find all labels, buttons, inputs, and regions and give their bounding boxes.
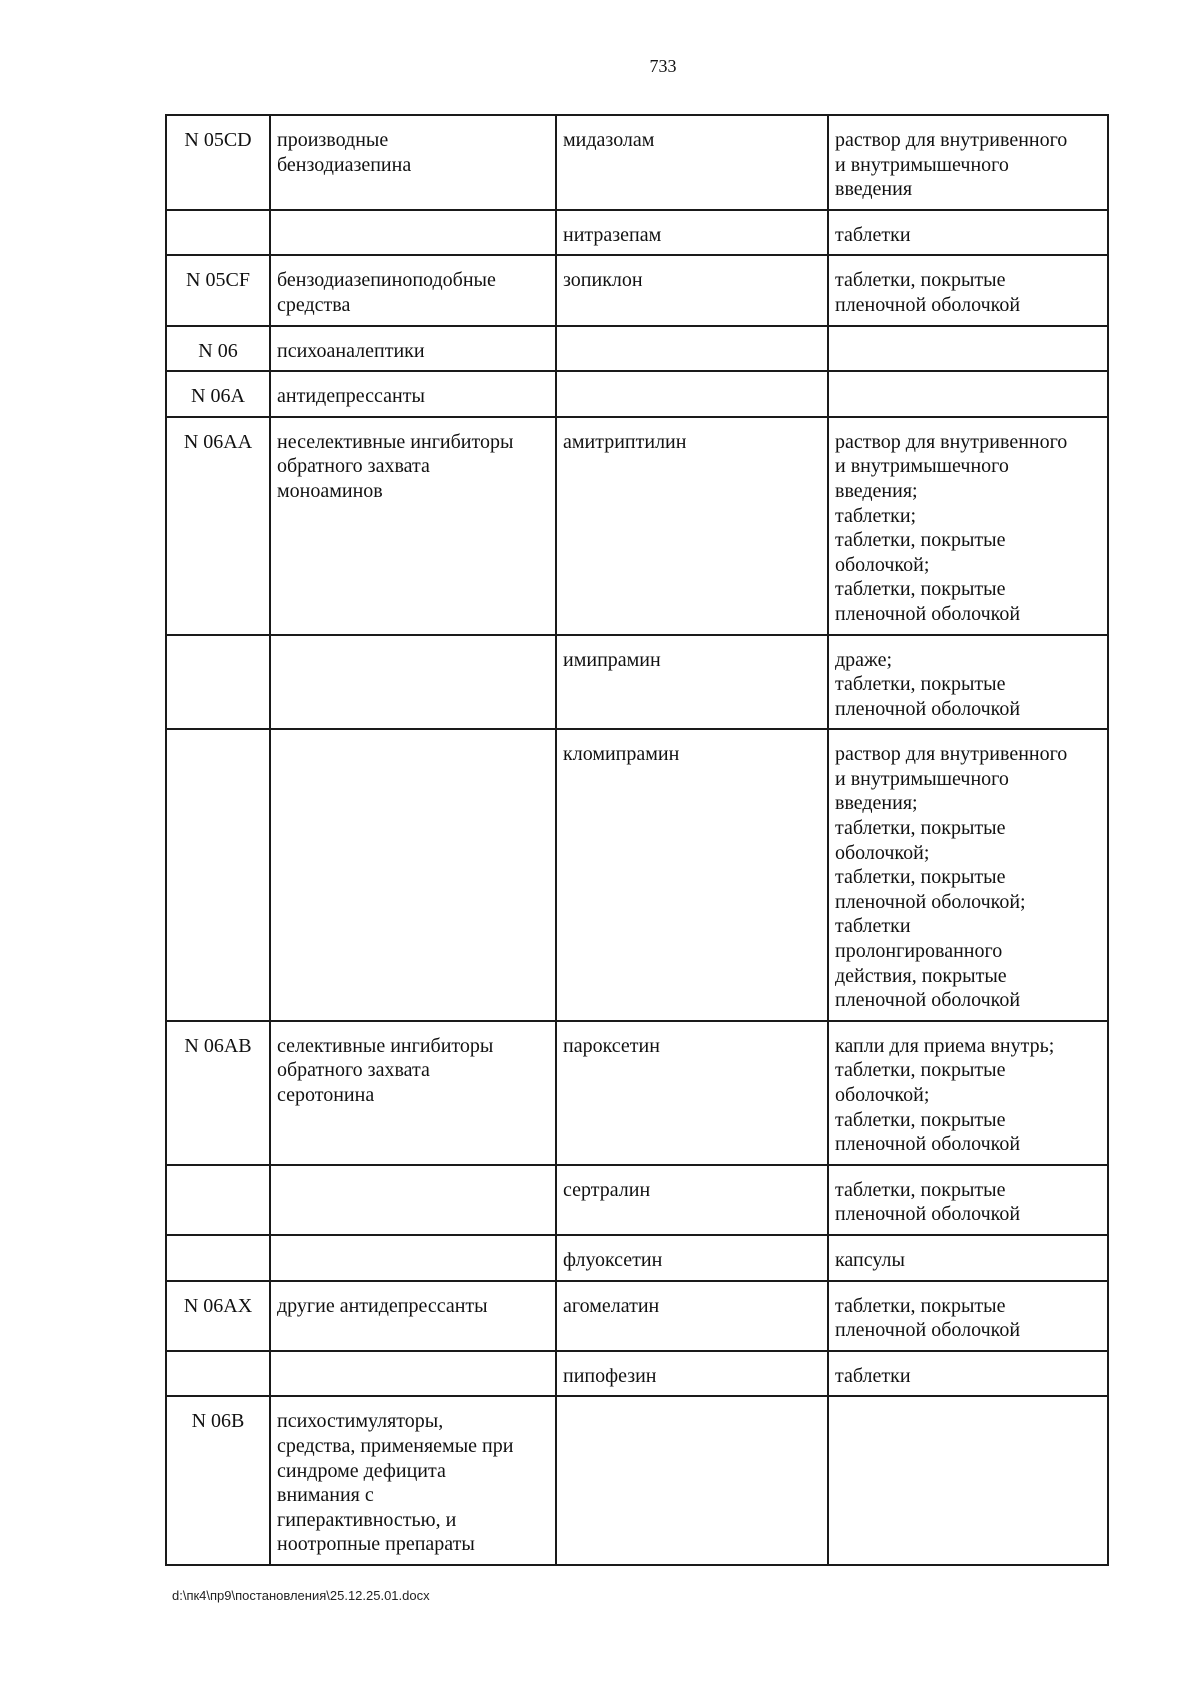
atc-code: N 06AB bbox=[184, 1034, 252, 1057]
dosage-form-line: таблетки, покрытые bbox=[835, 817, 1006, 840]
table-row bbox=[166, 371, 1108, 417]
atc-code: N 06AA bbox=[183, 430, 253, 453]
drug-name: имипрамин bbox=[563, 648, 661, 671]
group-line: антидепрессанты bbox=[277, 385, 425, 408]
drug-name-cell bbox=[556, 417, 828, 635]
pharmacological-group-cell bbox=[270, 1021, 556, 1165]
pharmacological-group-cell bbox=[270, 1165, 556, 1235]
pharmacological-group-cell bbox=[270, 210, 556, 256]
atc-code: N 06 bbox=[198, 339, 238, 362]
table-row bbox=[166, 115, 1108, 210]
table-row bbox=[166, 326, 1108, 372]
dosage-form-line: таблетки bbox=[835, 915, 911, 938]
table-row bbox=[166, 417, 1108, 635]
atc-code-cell bbox=[166, 417, 270, 635]
atc-code: N 06AX bbox=[183, 1294, 253, 1317]
dosage-form-line: капли для приема внутрь; bbox=[835, 1034, 1055, 1057]
dosage-form-line: пленочной оболочкой bbox=[835, 1133, 1021, 1156]
drug-name-cell bbox=[556, 115, 828, 210]
pharmacological-group-cell bbox=[270, 1235, 556, 1281]
drug-name-cell bbox=[556, 326, 828, 372]
drug-classification-table bbox=[165, 114, 1109, 1566]
atc-code-cell bbox=[166, 371, 270, 417]
dosage-form-cell bbox=[828, 1351, 1108, 1397]
dosage-form-line: пленочной оболочкой bbox=[835, 1319, 1021, 1342]
dosage-form-cell bbox=[828, 326, 1108, 372]
dosage-form-line: таблетки bbox=[835, 223, 911, 246]
dosage-form-cell bbox=[828, 417, 1108, 635]
dosage-form-line: таблетки, покрытые bbox=[835, 1108, 1006, 1131]
table-row bbox=[166, 1351, 1108, 1397]
dosage-form-line: таблетки, покрытые bbox=[835, 673, 1006, 696]
dosage-form-cell bbox=[828, 210, 1108, 256]
dosage-form-line: таблетки, покрытые bbox=[835, 578, 1006, 601]
group-line: бензодиазепина bbox=[277, 153, 412, 176]
pharmacological-group-cell bbox=[270, 255, 556, 325]
drug-name: амитриптилин bbox=[563, 430, 687, 453]
group-line: обратного захвата bbox=[277, 1059, 430, 1082]
drug-name: флуоксетин bbox=[563, 1248, 663, 1271]
group-line: обратного захвата bbox=[277, 455, 430, 478]
group-line: моноаминов bbox=[277, 479, 383, 502]
atc-code: N 05CF bbox=[186, 269, 250, 292]
group-line: психостимуляторы, bbox=[277, 1410, 444, 1433]
dosage-form-line: действия, покрытые bbox=[835, 964, 1007, 987]
dosage-form-line: пленочной оболочкой; bbox=[835, 890, 1026, 913]
dosage-form-line: пленочной оболочкой bbox=[835, 293, 1021, 316]
drug-name: агомелатин bbox=[563, 1294, 660, 1317]
group-line: неселективные ингибиторы bbox=[277, 430, 514, 453]
table-body bbox=[166, 115, 1108, 1565]
pharmacological-group-cell bbox=[270, 635, 556, 730]
dosage-form-line: и внутримышечного bbox=[835, 455, 1009, 478]
dosage-form-line: раствор для внутривенного bbox=[835, 129, 1068, 151]
atc-code-cell bbox=[166, 326, 270, 372]
dosage-form-line: раствор для внутривенного bbox=[835, 743, 1068, 766]
dosage-form-line: пленочной оболочкой bbox=[835, 1203, 1021, 1226]
drug-name-cell bbox=[556, 1351, 828, 1397]
dosage-form-cell bbox=[828, 729, 1108, 1021]
dosage-form-cell bbox=[828, 255, 1108, 325]
group-line: синдроме дефицита bbox=[277, 1459, 446, 1482]
atc-code-cell bbox=[166, 255, 270, 325]
dosage-form-line: таблетки, покрытые bbox=[835, 529, 1006, 552]
table-row bbox=[166, 1281, 1108, 1351]
footer-file-path: d:\пк4\пр9\постановления\25.12.25.01.docx bbox=[172, 1588, 430, 1603]
group-line: внимания с bbox=[277, 1484, 374, 1507]
dosage-form-line: таблетки bbox=[835, 1364, 911, 1387]
dosage-form-line: драже; bbox=[835, 648, 893, 671]
group-line: серотонина bbox=[277, 1084, 375, 1106]
drug-name: сертралин bbox=[563, 1178, 651, 1201]
group-line: средства, применяемые при bbox=[277, 1434, 514, 1457]
group-line: производные bbox=[277, 129, 389, 151]
dosage-form-cell bbox=[828, 1165, 1108, 1235]
drug-name: кломипрамин bbox=[563, 743, 680, 766]
table-row bbox=[166, 1235, 1108, 1281]
table-row bbox=[166, 729, 1108, 1021]
dosage-form-line: таблетки; bbox=[835, 504, 917, 527]
group-line: бензодиазепиноподобные bbox=[277, 269, 496, 292]
dosage-form-cell bbox=[828, 1281, 1108, 1351]
dosage-form-line: оболочкой; bbox=[835, 1084, 930, 1106]
page-number: 733 bbox=[649, 56, 677, 76]
table-row bbox=[166, 210, 1108, 256]
group-line: другие антидепрессанты bbox=[277, 1294, 488, 1317]
table-row bbox=[166, 1021, 1108, 1165]
pharmacological-group-cell bbox=[270, 326, 556, 372]
dosage-form-line: оболочкой; bbox=[835, 553, 930, 576]
pharmacological-group-cell bbox=[270, 729, 556, 1021]
dosage-form-line: пленочной оболочкой bbox=[835, 989, 1021, 1012]
dosage-form-cell bbox=[828, 1235, 1108, 1281]
pharmacological-group-cell bbox=[270, 1396, 556, 1565]
drug-name-cell bbox=[556, 210, 828, 256]
dosage-form-line: введения bbox=[835, 178, 913, 201]
dosage-form-cell bbox=[828, 115, 1108, 210]
dosage-form-cell bbox=[828, 371, 1108, 417]
dosage-form-cell bbox=[828, 1021, 1108, 1165]
atc-code-cell bbox=[166, 1235, 270, 1281]
dosage-form-line: и внутримышечного bbox=[835, 767, 1009, 790]
drug-name: пипофезин bbox=[563, 1364, 657, 1387]
dosage-form-line: пленочной оболочкой bbox=[835, 697, 1021, 720]
atc-code-cell bbox=[166, 115, 270, 210]
atc-code-cell bbox=[166, 1021, 270, 1165]
drug-name: зопиклон bbox=[563, 269, 643, 292]
group-line: психоаналептики bbox=[277, 339, 425, 362]
drug-name-cell bbox=[556, 729, 828, 1021]
pharmacological-group-cell bbox=[270, 371, 556, 417]
pharmacological-group-cell bbox=[270, 1351, 556, 1397]
pharmacological-group-cell bbox=[270, 115, 556, 210]
dosage-form-line: пролонгированного bbox=[835, 940, 1003, 963]
drug-name: мидазолам bbox=[563, 129, 655, 151]
atc-code-cell bbox=[166, 210, 270, 256]
dosage-form-line: пленочной оболочкой bbox=[835, 602, 1021, 625]
dosage-form-line: таблетки, покрытые bbox=[835, 1178, 1006, 1201]
drug-name-cell bbox=[556, 1281, 828, 1351]
atc-code-cell bbox=[166, 1396, 270, 1565]
group-line: ноотропные препараты bbox=[277, 1533, 475, 1556]
pharmacological-group-cell bbox=[270, 1281, 556, 1351]
table-row bbox=[166, 635, 1108, 730]
table-row bbox=[166, 255, 1108, 325]
drug-name-cell bbox=[556, 1396, 828, 1565]
dosage-form-line: таблетки, покрытые bbox=[835, 1294, 1006, 1317]
atc-code-cell bbox=[166, 1281, 270, 1351]
dosage-form-line: таблетки, покрытые bbox=[835, 269, 1006, 292]
atc-code: N 05CD bbox=[184, 129, 252, 151]
atc-code-cell bbox=[166, 635, 270, 730]
dosage-form-line: введения; bbox=[835, 479, 918, 502]
group-line: средства bbox=[277, 293, 351, 316]
drug-name-cell bbox=[556, 255, 828, 325]
drug-name-cell bbox=[556, 1165, 828, 1235]
table-row bbox=[166, 1396, 1108, 1565]
drug-name-cell bbox=[556, 371, 828, 417]
dosage-form-cell bbox=[828, 1396, 1108, 1565]
dosage-form-line: и внутримышечного bbox=[835, 153, 1009, 176]
atc-code-cell bbox=[166, 729, 270, 1021]
dosage-form-line: таблетки, покрытые bbox=[835, 866, 1006, 889]
group-line: селективные ингибиторы bbox=[277, 1034, 494, 1057]
group-line: гиперактивностью, и bbox=[277, 1508, 457, 1531]
dosage-form-cell bbox=[828, 635, 1108, 730]
pharmacological-group-cell bbox=[270, 417, 556, 635]
atc-code: N 06B bbox=[191, 1410, 245, 1433]
drug-name: пароксетин bbox=[563, 1034, 660, 1057]
atc-code: N 06A bbox=[191, 385, 245, 408]
drug-name: нитразепам bbox=[563, 223, 662, 246]
dosage-form-line: таблетки, покрытые bbox=[835, 1059, 1006, 1082]
atc-code-cell bbox=[166, 1351, 270, 1397]
drug-name-cell bbox=[556, 1235, 828, 1281]
drug-name-cell bbox=[556, 635, 828, 730]
table-row bbox=[166, 1165, 1108, 1235]
atc-code-cell bbox=[166, 1165, 270, 1235]
dosage-form-line: оболочкой; bbox=[835, 841, 930, 864]
drug-name-cell bbox=[556, 1021, 828, 1165]
dosage-form-line: раствор для внутривенного bbox=[835, 430, 1068, 453]
dosage-form-line: капсулы bbox=[835, 1248, 905, 1271]
dosage-form-line: введения; bbox=[835, 792, 918, 815]
